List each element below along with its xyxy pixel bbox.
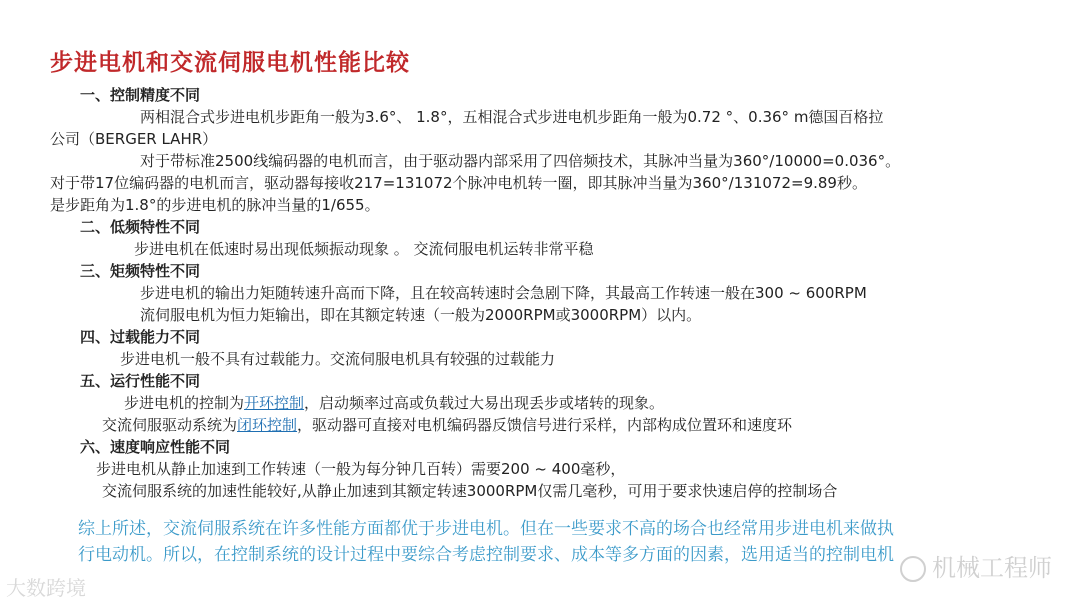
closed-loop-control-link[interactable]: 闭环控制 bbox=[237, 416, 298, 434]
watermark-left bbox=[6, 572, 86, 601]
section-2-heading: 二、低频特性不同 bbox=[80, 218, 201, 236]
section-1-para-3: 对于带17位编码器的电机而言，驱动器每接收217=131072个脉冲电机转一圈，即其脉冲当量为360°/131072=9.89秒。 bbox=[50, 174, 867, 192]
summary-line-2: 行电动机。所以，在控制系统的设计过程中要综合考虑控制要求、成本等多方面的因素，选用适当的控制电机 bbox=[78, 545, 894, 565]
section-1-heading: 一、控制精度不同 bbox=[80, 86, 201, 104]
wechat-icon bbox=[900, 556, 926, 582]
section-1-para-2: 对于带标准2500线编码器的电机而言，由于驱动器内部采用了四倍频技术，其脉冲当量为360°/10000=0.036°。 bbox=[140, 152, 901, 170]
section-2-para-1: 步进电机在低速时易出现低频振动现象 。 交流伺服电机运转非常平稳 bbox=[134, 240, 594, 258]
watermark-left-text: 大数跨境 bbox=[6, 576, 86, 600]
summary-line-1: 综上所述，交流伺服系统在许多性能方面都优于步进电机。但在一些要求不高的场合也经常用步进电机来做执 bbox=[78, 519, 894, 539]
section-6-heading: 六、速度响应性能不同 bbox=[80, 438, 231, 456]
section-5-heading: 五、运行性能不同 bbox=[80, 372, 201, 390]
section-1-para-4: 是步距角为1.8°的步进电机的脉冲当量的1/655。 bbox=[50, 196, 380, 214]
section-5-para-1-pre: 步进电机的控制为 bbox=[124, 394, 245, 412]
section-4-heading: 四、过载能力不同 bbox=[80, 328, 201, 346]
watermark-right-text: 机械工程师 bbox=[932, 554, 1052, 582]
open-loop-control-link[interactable]: 开环控制 bbox=[244, 394, 305, 412]
section-5-para-1-post: ，启动频率过高或负载过大易出现丢步或堵转的现象。 bbox=[304, 394, 665, 412]
section-3-heading: 三、矩频特性不同 bbox=[80, 262, 201, 280]
section-4-para-1: 步进电机一般不具有过载能力。交流伺服电机具有较强的过载能力 bbox=[120, 350, 556, 368]
section-5-para-2-post: ，驱动器可直接对电机编码器反馈信号进行采样，内部构成位置环和速度环 bbox=[297, 416, 793, 434]
section-5-para-2-pre: 交流伺服驱动系统为 bbox=[102, 416, 238, 434]
section-1-para-1b: 公司（BERGER LAHR） bbox=[50, 130, 218, 148]
section-6-para-1: 步进电机从静止加速到工作转速（一般为每分钟几百转）需要200 ~ 400毫秒， bbox=[96, 460, 626, 478]
section-5-para-2 bbox=[102, 414, 792, 436]
slide-title: 步进电机和交流伺服电机性能比较 bbox=[50, 49, 410, 76]
section-3-para-1: 步进电机的输出力矩随转速升高而下降，且在较高转速时会急剧下降，其最高工作转速一般在300 ~ 600RPM bbox=[140, 284, 867, 302]
watermark-right bbox=[900, 548, 1052, 583]
section-1-para-1a: 两相混合式步进电机步距角一般为3.6°、 1.8°，五相混合式步进电机步距角一般为0.72 °、0.36° m德国百格拉 bbox=[140, 108, 884, 126]
section-5-para-1 bbox=[124, 392, 664, 414]
section-6-para-2: 交流伺服系统的加速性能较好,从静止加速到其额定转速3000RPM仅需几毫秒，可用于要求快速启停的控制场合 bbox=[102, 482, 838, 500]
section-3-para-2: 流伺服电机为恒力矩输出，即在其额定转速（一般为2000RPM或3000RPM）以内。 bbox=[140, 306, 702, 324]
